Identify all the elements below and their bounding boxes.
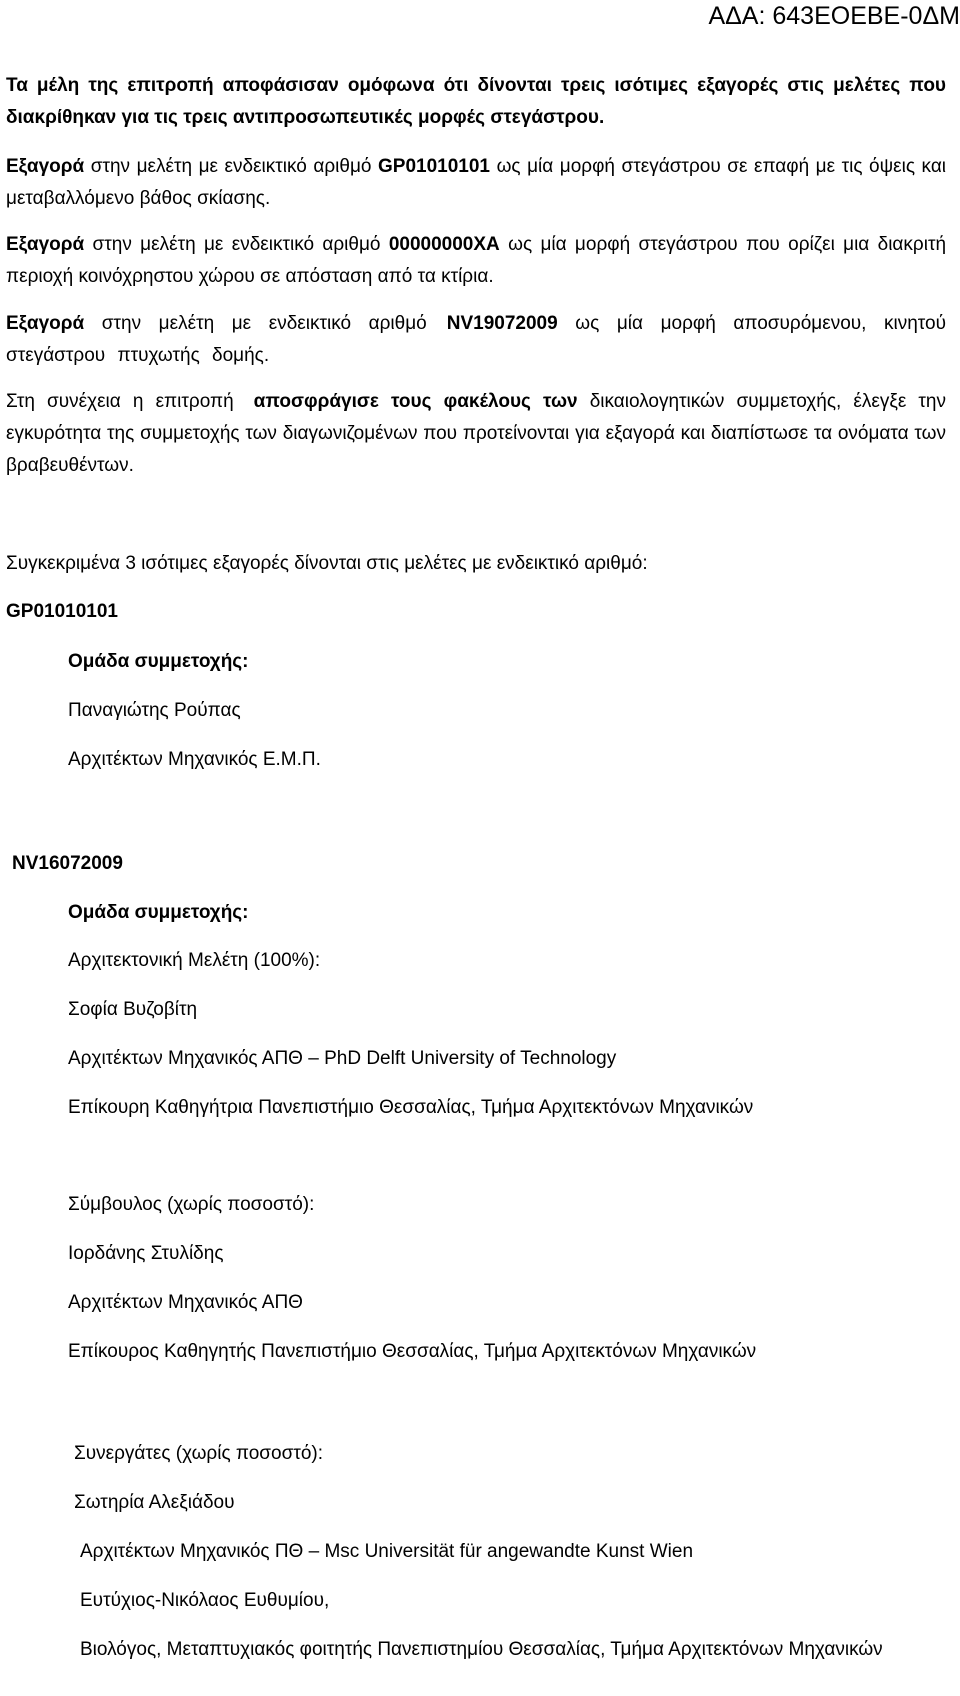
purchase-code: 00000000ΧΑ	[388, 234, 500, 255]
purchase-paragraph-3	[6, 308, 946, 372]
committee-bold: αποσφράγισε τους φακέλους των	[253, 391, 578, 412]
entry1-group-label: Ομάδα συμμετοχής:	[68, 651, 249, 672]
purchase-paragraph-1	[6, 151, 946, 215]
committee-pre: Στη συνέχεια η επιτροπή	[6, 391, 234, 412]
study-share-label: Αρχιτεκτονική Μελέτη (100%):	[68, 950, 321, 971]
study-member-degree: Αρχιτέκτων Μηχανικός ΑΠΘ – PhD Delft University of Technology	[68, 1048, 617, 1069]
ada-header: ΑΔΑ: 643ΕΟΕΒΕ-0ΔΜ	[708, 2, 960, 30]
purchase-lead: Εξαγορά	[6, 156, 85, 177]
advisor-position: Επίκουρος Καθηγητής Πανεπιστήμιο Θεσσαλίας, Τμήμα Αρχιτεκτόνων Μηχανικών	[68, 1341, 757, 1362]
entry1-name: Παναγιώτης Ρούπας	[68, 700, 241, 721]
purchase-lead: Εξαγορά	[6, 313, 85, 334]
collaborators-label: Συνεργάτες (χωρίς ποσοστό):	[74, 1443, 324, 1464]
entry1-code: GP01010101	[6, 601, 118, 622]
purchase-code: NV19072009	[446, 313, 558, 334]
entry1-title: Αρχιτέκτων Μηχανικός Ε.Μ.Π.	[68, 749, 321, 770]
study-member-position: Επίκουρη Καθηγήτρια Πανεπιστήμιο Θεσσαλίας, Τμήμα Αρχιτεκτόνων Μηχανικών	[68, 1097, 754, 1118]
purchase-pre: στην μελέτη με ενδεικτικό αριθμό	[90, 156, 372, 177]
purchase-lead: Εξαγορά	[6, 234, 85, 255]
entry2-code: NV16072009	[12, 853, 123, 874]
committee-paragraph	[6, 386, 946, 482]
advisor-degree: Αρχιτέκτων Μηχανικός ΑΠΘ	[68, 1292, 303, 1313]
purchase-post: ως μία μορφή στεγάστρου που ορίζει μια διακριτή περιοχή κοινόχρηστου χώρου σε απόσταση από τα κτίρια.	[6, 234, 947, 287]
collaborator-2-name: Ευτύχιος-Νικόλαος Ευθυμίου,	[80, 1590, 330, 1611]
committee-post: δικαιολογητικών συμμετοχής, έλεγξε την εγκυρότητα της συμμετοχής των διαγωνιζομένων που προτείνονται για εξαγορά και διαπίστωσε τα ονόματα των βραβευθέντων.	[6, 391, 946, 476]
advisor-label: Σύμβουλος (χωρίς ποσοστό):	[68, 1194, 315, 1215]
collaborator-1-degree: Αρχιτέκτων Μηχανικός ΠΘ – Msc Universität für angewandte Kunst Wien	[80, 1541, 694, 1562]
collaborator-2-description: Βιολόγος, Μεταπτυχιακός φοιτητής Πανεπιστημίου Θεσσαλίας, Τμήμα Αρχιτεκτόνων Μηχανικών	[80, 1639, 883, 1660]
summary-line: Συγκεκριμένα 3 ισότιμες εξαγορές δίνονται στις μελέτες με ενδεικτικό αριθμό:	[6, 553, 648, 574]
collaborator-1-name: Σωτηρία Αλεξιάδου	[74, 1492, 235, 1513]
purchase-post: ως μία μορφή στεγάστρου σε επαφή με τις όψεις και μεταβαλλόμενο βάθος σκίασης.	[6, 156, 947, 209]
purchase-code: GP01010101	[378, 156, 491, 177]
intro-paragraph: Τα μέλη της επιτροπή αποφάσισαν ομόφωνα ότι δίνονται τρεις ισότιμες εξαγορές στις μελέτες που διακρίθηκαν για τις τρεις αντιπροσωπευτικές μορφές στεγάστρου.	[6, 75, 946, 128]
purchase-post: ως μία μορφή αποσυρόμενου, κινητού στεγάστρου πτυχωτής δομής.	[6, 313, 946, 366]
purchase-pre: στην μελέτη με ενδεικτικό αριθμό	[101, 313, 427, 334]
purchase-paragraph-2	[6, 229, 946, 293]
advisor-name: Ιορδάνης Στυλίδης	[68, 1243, 224, 1264]
entry2-group-label: Ομάδα συμμετοχής:	[68, 902, 249, 923]
purchase-pre: στην μελέτη με ενδεικτικό αριθμό	[92, 234, 381, 255]
study-member-name: Σοφία Βυζοβίτη	[68, 999, 198, 1020]
